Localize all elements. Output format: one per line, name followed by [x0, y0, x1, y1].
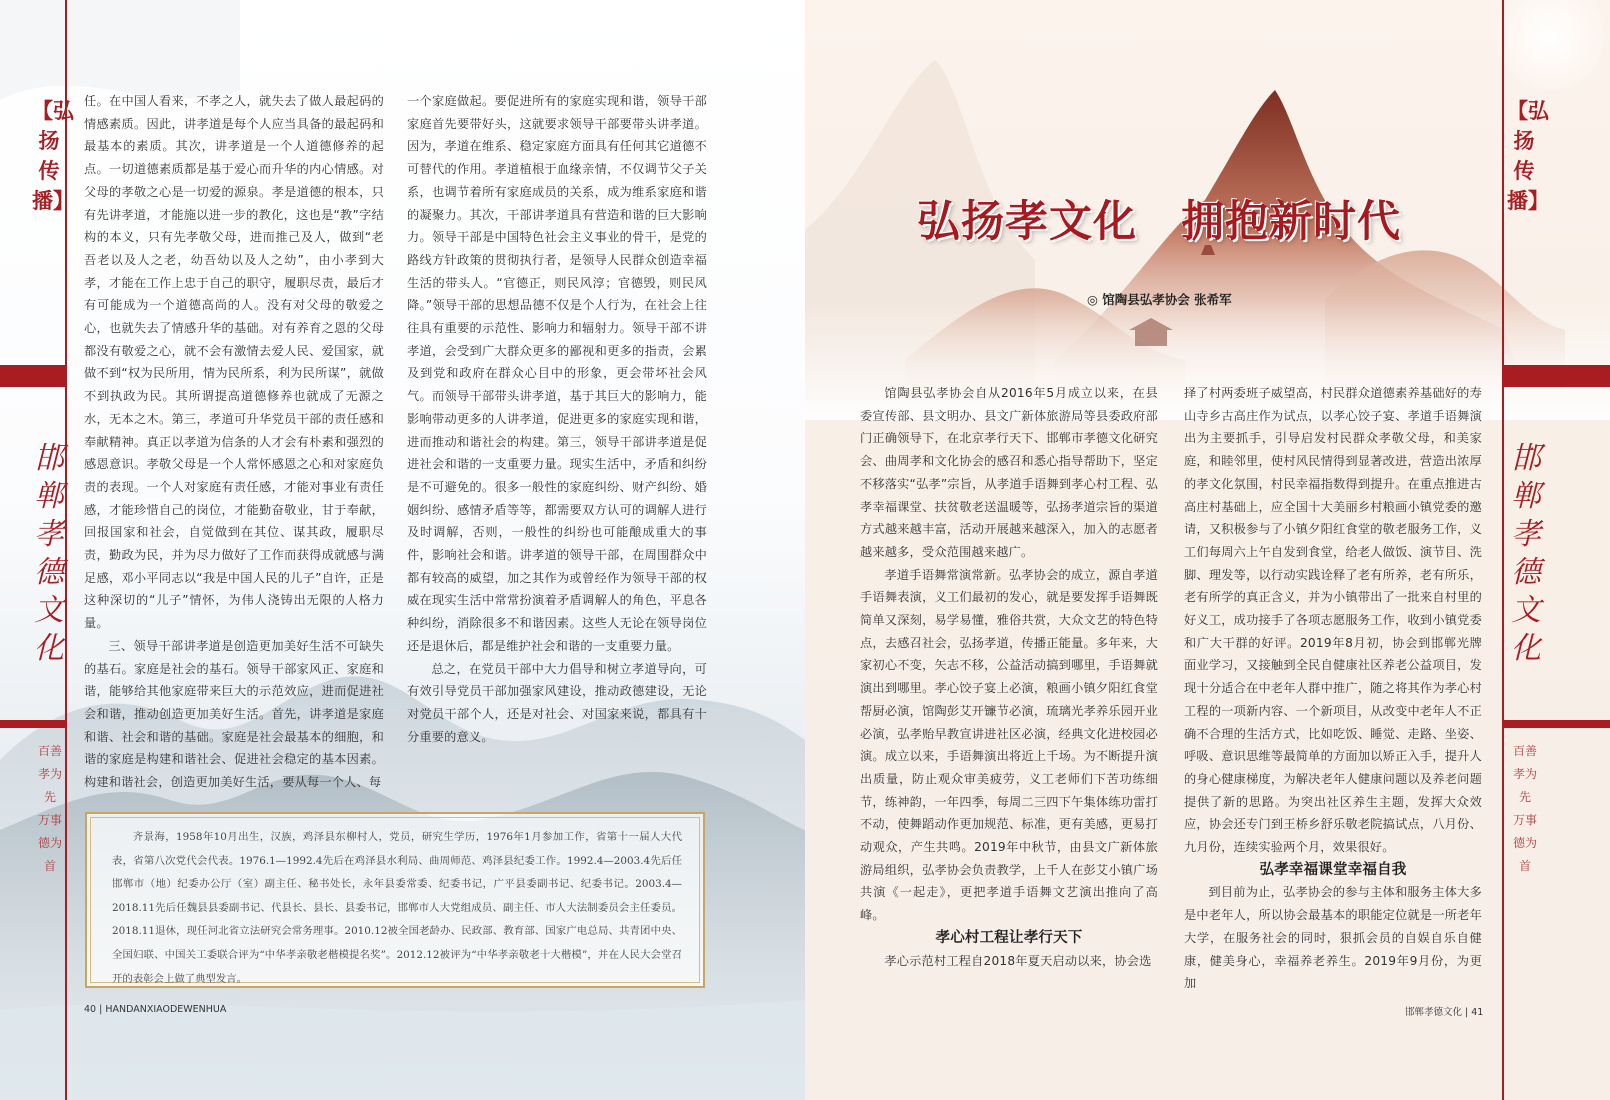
article-title: 弘扬孝文化 拥抱新时代 — [917, 197, 1401, 247]
left-red-band-bottom — [0, 720, 67, 728]
right-red-band-bottom — [1503, 720, 1610, 728]
right-margin-rule — [1502, 0, 1504, 1100]
article-column-1 — [84, 90, 384, 794]
paragraph: 一个家庭做起。要促进所有的家庭实现和谐，领导干部家庭首先要带好头，这就要求领导干部要带头讲孝道。因为，孝道在维系、稳定家庭方面具有任何其它道德不可替代的作用。孝道植根于血缘亲情，不仅调节父子关系，也调节着所有家庭成员的关系，成为维系家庭和谐的凝聚力。其次，干部讲孝道具有营造和谐的巨大影响力。领导干部是中国特色社会主义事业的骨干，是党的路线方针政策的贯彻执行者，是领导人民群众创造幸福生活的带头人。“官德正，则民风淳；官德毁，则民风降。”领导干部的思想品德不仅是个人行为，在社会上往往具有重要的示范性、影响力和辐射力。领导干部不讲孝道，会受到广大群众更多的鄙视和更多的指责，会累及到党和政府在群众心目中的形象，更会带坏社会风气。而领导干部带头讲孝道，基于其巨大的影响力，能影响带动更多的人讲孝道，促进更多的家庭实现和谐，进而推动和谐社会的构建。第三，领导干部讲孝道是促进社会和谐的一支重要力量。现实生活中，矛盾和纠纷是不可避免的。很多一般性的家庭纠纷、财产纠纷、婚姻纠纷、感情矛盾等等，都需要双方认可的调解人进行及时调解，否则，一般性的纠纷也可能酿成重大的事件，影响社会和谐。讲孝道的领导干部，在周围群众中都有较高的威望，加之其作为或曾经作为领导干部的权威在现实生活中常常扮演着矛盾调解人的角色，平息各种纠纷，消除很多不和谐因素。这些人无论在领导岗位还是退休后，都是维护社会和谐的一支重要力量。 — [407, 94, 707, 653]
article-column-4 — [1184, 382, 1482, 995]
section-heading: 孝心村工程让孝行天下 — [935, 929, 1083, 946]
section-heading: 弘孝幸福课堂幸福自我 — [1259, 861, 1407, 878]
section-tag-left: 【弘扬传播】 — [32, 98, 74, 213]
motto-left: 百善孝为先 万事德为首 — [38, 744, 63, 873]
paragraph: 三、领导干部讲孝道是创造更加美好生活不可缺失的基石。家庭是社会的基石。领导干部家风正、家庭和谐，能够给其他家庭带来巨大的示范效应，进而促进社会和谐，推动创造更加美好生活。首先，讲孝道是家庭和谐、社会和谐的基础。家庭是社会最基本的细胞，和谐的家庭是构建和谐社会、促进社会稳定的基本因素。构建和谐社会，创造更加美好生活，要从每一个人、每 — [84, 638, 384, 790]
page-number-left: 40 | HANDANXIAODEWENHUA — [84, 1004, 227, 1015]
article-column-2 — [407, 90, 707, 748]
paragraph: 馆陶县弘孝协会自从2016年5月成立以来，在县委宣传部、县文明办、县文广新体旅游局等县委政府部门正确领导下，在北京孝行天下、邯郸市孝德文化研究会、曲周孝和文化协会的感召和悉心指导帮助下，坚定不移落实“弘孝”宗旨，从孝道手语舞到孝心村工程、弘孝幸福课堂、扶贫敬老送温暖等，弘扬孝道宗旨的渠道方式越来越丰富，活动开展越来越深入，加入的志愿者越来越多，受众范围越来越广。 — [860, 386, 1158, 559]
motto-right: 百善孝为先 万事德为首 — [1513, 744, 1538, 873]
page-number-right: 邯郸孝德文化 | 41 — [1405, 1007, 1484, 1018]
brand-calligraphy-right: 邯郸孝德文化 — [1511, 441, 1541, 666]
article-column-3 — [860, 382, 1158, 972]
author-bio-box — [85, 812, 705, 988]
paragraph: 择了村两委班子威望高，村民群众道德素养基础好的寿山寺乡古高庄作为试点，以孝心饺子宴、孝道手语舞演出为主要抓手，引导启发村民群众孝敬父母，和美家庭，和睦邻里，使村风民情得到显著改进，营造出浓厚的孝文化氛围，村民幸福指数得到提升。在重点推进古高庄村基础上，应全国十大美丽乡村粮画小镇党委的邀请，又积极参与了小镇夕阳红食堂的敬老服务工作，义工们每周六上午自发到食堂，给老人做饭、演节目、洗脚、理发等，以行动实践诠释了老有所养，老有所乐，老有所学的真正含义，并为小镇带出了一批来自村里的好义工，成功接手了各项志愿服务工作，收到小镇党委和广大干群的好评。2019年8月初，协会到邯郸光牌面业学习，又接触到全民自健康社区养老公益项目，发现十分适合在中老年人群中推广，随之将其作为孝心村工程的一项新内容、一个新项目，从改变中老年人不正确不合理的生活方式，比如吃饭、睡觉、走路、坐姿、呼吸、意识思维等最简单的方面加以矫正入手，提升人的身心健康梯度，为解决老年人健康问题以及养老问题提供了新的思路。为突出社区养生主题，发挥大众效应，协会还专门到王桥乡舒乐敬老院搞试点，八月份、九月份，连续实验两个月，效果很好。 — [1184, 386, 1482, 855]
author-byline: ◎ 馆陶县弘孝协会 张希军 — [1087, 292, 1232, 307]
brand-calligraphy-left: 邯郸孝德文化 — [34, 441, 64, 666]
paragraph: 到目前为止，弘孝协会的参与主体和服务主体大多是中老年人，所以协会最基本的职能定位就是一所老年大学，在服务社会的同时，狠抓会员的自娱自乐自健康，健美身心，幸福养老养生。2019年9月份，为更加 — [1184, 885, 1482, 991]
author-bio-text: 齐景海，1958年10月出生，汉族，鸡泽县东柳村人，党员，研究生学历，1976年1月参加工作，省第十一届人大代表，省第八次党代会代表。1976.1—1992.4先后在鸡泽县水利局、曲周师范、鸡泽县纪委工作。1992.4—2003.4先后任邯郸市（地）纪委办公厅（室）副主任、秘书处长，永年县委常委、纪委书记，广平县委副书记、纪委书记。2003.4—2018.11先后任魏县县委副书记、代县长、县长、县委书记，邯郸市人大党组成员、副主任、市人大法制委员会主任委员。2018.11退休，现任河北省立法研究会常务理事。2010.12被全国老龄办、民政部、教育部、国家广电总局、共青团中央、全国妇联、中国关工委联合评为“中华孝亲敬老楷模提名奖”。2012.12被评为“中华孝亲敬老十大楷模”，并在人民大会堂召开的表彰会上做了典型发言。 — [112, 831, 682, 985]
paragraph: 任。在中国人看来，不孝之人，就失去了做人最起码的情感素质。因此，讲孝道是每个人应当具备的最起码和最基本的素质。其次，讲孝道是一个人道德修养的起点。一切道德素质都是基于爱心而升华的内心情感。对父母的孝敬之心是一切爱的源泉。孝是道德的根本，只有先讲孝道，才能施以进一步的教化，这也是“教”字结构的本义，只有先孝敬父母，进而推己及人，做到“老吾老以及人之老，幼吾幼以及人之幼”，由小孝到大孝，才能在工作上忠于自己的职守，履职尽责，最后才有可能成为一个道德高尚的人。没有对父母的敬爱之心，也就失去了情感升华的基础。对有养育之恩的父母都没有敬爱之心，就不会有激情去爱人民、爱国家，就做不到“权为民所用，情为民所系，利为民所谋”，就做不到执政为民。其所谓提高道德修养也就成了无源之水，无本之木。第三，孝道可升华党员干部的责任感和奉献精神。真正以孝道为信条的人才会有朴素和强烈的感恩意识。孝敬父母是一个人常怀感恩之心和对家庭负责的表现。一个人对家庭有责任感，才能对事业有责任感，才能珍惜自己的岗位，才能勤奋敬业，甘于奉献，回报国家和社会，自觉做到在其位、谋其政，履职尽责，勤政为民，并为尽力做好了工作而获得成就感与满足感，邓小平同志以“我是中国人民的儿子”自许，正是这种深切的“儿子”情怀，为伟人浇铸出无限的人格力量。 — [84, 94, 384, 631]
section-tag-right: 【弘扬传播】 — [1507, 98, 1549, 213]
left-red-band-top — [0, 365, 67, 387]
paragraph: 总之，在党员干部中大力倡导和树立孝道导向，可有效引导党员干部加强家风建设，推动政德建设，无论对党员干部个人，还是对社会、对国家来说，都具有十分重要的意义。 — [407, 661, 707, 744]
paragraph: 孝心示范村工程自2018年夏天启动以来，协会选 — [884, 953, 1152, 968]
right-red-band-top — [1503, 365, 1610, 387]
paragraph: 孝道手语舞常演常新。弘孝协会的成立，源自孝道手语舞表演，义工们最初的发心，就是要发挥手语舞既简单又深刻，易学易懂，雅俗共赏，大众文艺的特色特点，去感召社会，弘扬孝道，传播正能量。多年来，大家初心不变，矢志不移，公益活动搞到哪里，手语舞就演出到哪里。孝心饺子宴上必演，粮画小镇夕阳红食堂帮厨必演，馆陶彭艾开镰节必演，琉璃光孝养乐园开业必演，弘孝贻早教宣讲进社区必演，经典文化进校园必演。成立以来，手语舞演出将近上千场。为不断提升演出质量，防止观众审美疲劳，义工老师们下苦功练细节，练神韵，一年四季，每周二三四下午集体练功雷打不动，使舞蹈动作更加规范、标准，更有美感，更易打动观众，产生共鸣。2019年中秋节，由县文广新体旅游局组织，弘孝协会负责教学，上千人在彭艾小镇广场共演《一起走》，更把孝道手语舞文艺演出推向了高峰。 — [860, 567, 1158, 923]
